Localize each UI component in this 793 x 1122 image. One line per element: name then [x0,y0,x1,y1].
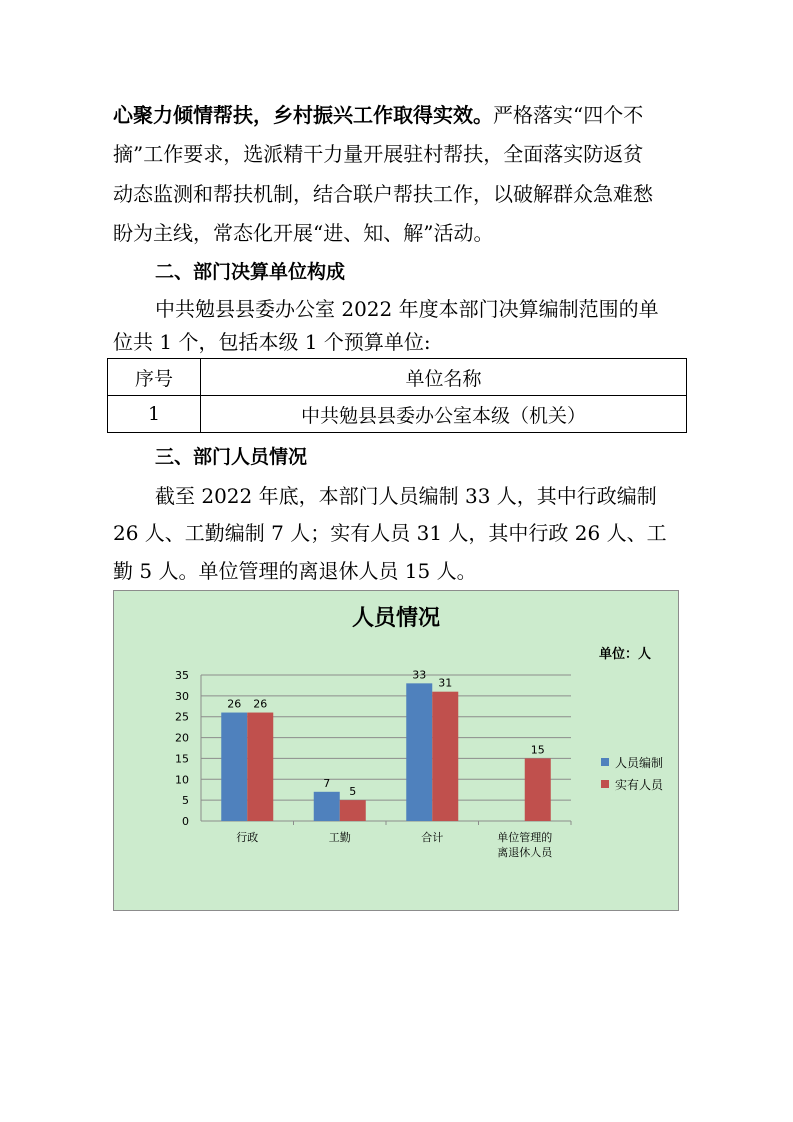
legend-label: 实有人员 [615,777,664,792]
legend-item [601,773,663,795]
bold-lead: 心聚力倾情帮扶，乡村振兴工作取得实效。 [113,103,493,127]
chart-title: 人员情况 [351,606,440,631]
chart-unit-label: 单位：人 [599,647,652,662]
data-label: 7 [323,776,331,790]
y-tick-label: 20 [175,731,189,745]
bar [340,800,366,821]
paragraph-line: 26 人、工勤编制 7 人；实有人员 31 人，其中行政 26 人、工 [113,521,667,545]
x-tick-label: 离退休人员 [497,846,553,859]
legend-swatch [601,758,609,766]
x-tick-label: 合计 [421,831,444,844]
legend-swatch [601,780,609,788]
paragraph-line: 摘”工作要求，选派精干力量开展驻村帮扶，全面落实防返贫 [113,142,644,166]
y-tick-label: 30 [175,689,189,703]
legend-label: 人员编制 [615,755,664,770]
data-label: 26 [253,697,268,711]
y-tick-label: 15 [175,752,189,766]
personnel-chart [113,590,679,911]
data-label: 15 [530,743,545,757]
unit-table [107,358,687,433]
line-text: 严格落实“四个不 [493,103,644,127]
paragraph-line: 盼为主线，常态化开展“进、知、解”活动。 [113,221,494,245]
y-tick-label: 0 [182,815,189,828]
y-tick-label: 5 [182,794,189,808]
cell-index: 1 [108,396,201,433]
x-tick-label: 单位管理的 [497,831,553,844]
paragraph-line: 勤 5 人。单位管理的离退休人员 15 人。 [113,559,477,583]
section-heading: 三、部门人员情况 [155,446,308,468]
paragraph-line: 位共 1 个，包括本级 1 个预算单位: [113,330,431,354]
chart-legend [601,751,663,795]
bar [432,692,458,821]
bar [221,713,247,821]
y-tick-label: 35 [175,669,189,682]
table-row [108,396,687,433]
paragraph-line: 动态监测和帮扶机制，结合联户帮扶工作，以破解群众急难愁 [113,182,653,206]
data-label: 31 [438,676,453,690]
section-heading: 二、部门决算单位构成 [155,261,346,283]
legend-item [601,751,663,773]
data-label: 26 [227,697,242,711]
cell-unit-name: 中共勉县县委办公室本级（机关） [201,396,687,433]
paragraph-line [113,100,683,130]
chart-plot [114,591,678,910]
header-unit-name: 单位名称 [201,359,687,396]
y-tick-label: 10 [175,773,189,787]
bar [525,758,551,821]
bar [314,792,340,821]
header-index: 序号 [108,359,201,396]
paragraph-line: 中共勉县县委办公室 2022 年度本部门决算编制范围的单 [155,297,659,321]
x-tick-label: 工勤 [328,831,351,844]
data-label: 33 [412,668,427,682]
bar [247,713,273,821]
y-tick-label: 25 [175,710,189,724]
x-tick-label: 行政 [236,831,259,844]
bar [406,683,432,821]
paragraph-line: 截至 2022 年底，本部门人员编制 33 人，其中行政编制 [155,484,657,508]
data-label: 5 [349,785,357,799]
table-header-row [108,359,687,396]
